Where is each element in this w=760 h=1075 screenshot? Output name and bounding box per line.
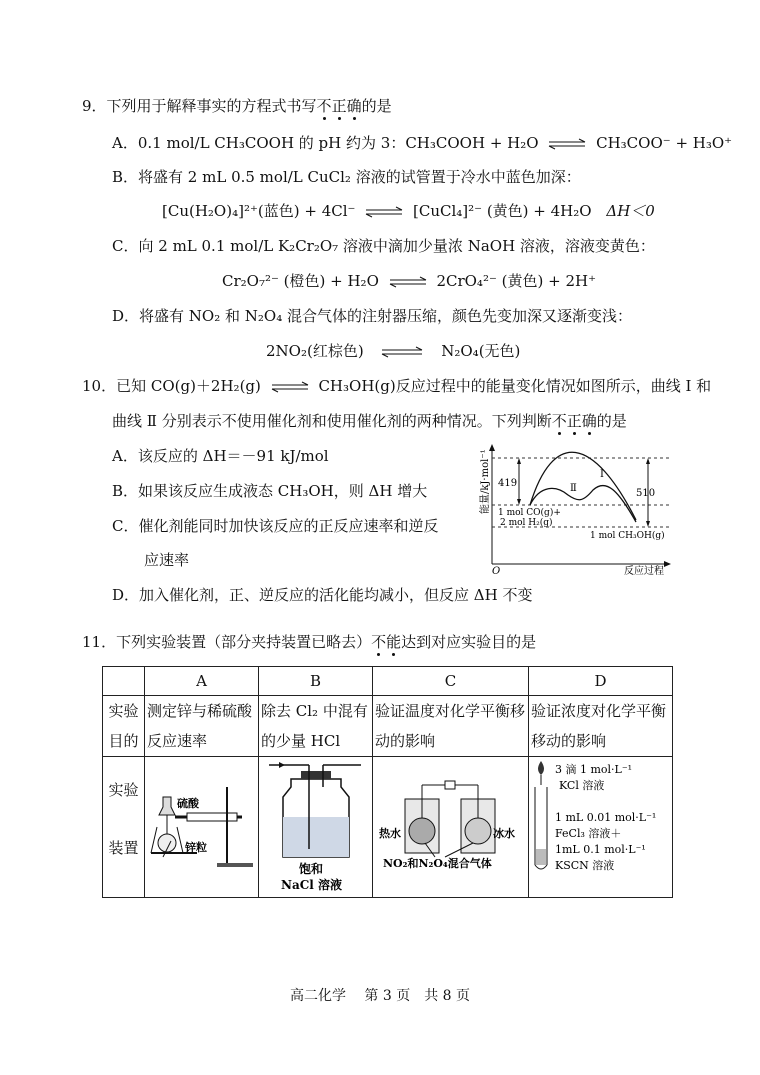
equilibrium-arrow-icon xyxy=(547,138,587,150)
reactant-label-1: 1 mol CO(g)+ xyxy=(498,508,561,518)
header-a: A xyxy=(145,667,259,696)
nacl-label: NaCl 溶液 xyxy=(281,878,343,892)
q10-option-d: D．加入催化剂，正、逆反应的活化能均减小，但反应 ΔH 不变 xyxy=(112,586,533,604)
purpose-a: 测定锌与稀硫酸 反应速率 xyxy=(145,696,259,757)
value-419: 419 xyxy=(498,478,518,489)
equilibrium-arrow-icon xyxy=(364,206,404,218)
no2-flask-apparatus-image xyxy=(375,757,525,895)
q9-option-d-equation: 2NO₂(红棕色) N₂O₄(无色) xyxy=(266,342,521,360)
header-b: B xyxy=(259,667,373,696)
q10-stem-line1: 10．已知 CO(g)＋2H₂(g) CH₃OH(g)反应过程中的能量变化情况如图所示，曲线 Ⅰ 和 xyxy=(82,377,712,395)
table-row-apparatus xyxy=(103,757,673,898)
equilibrium-arrow-icon xyxy=(388,276,428,288)
table-header-row xyxy=(103,667,673,696)
y-axis-label: 能量/kJ·mol⁻¹ xyxy=(480,449,491,514)
reactant-label-2: 2 mol H₂(g) xyxy=(500,518,553,528)
q11-stem: 11．下列实验装置（部分夹持装置已略去）不能达到对应实验目的是 xyxy=(82,633,537,651)
ice-water-label: 冰水 xyxy=(493,827,515,840)
acid-label: 硫酸 xyxy=(177,797,199,810)
saturated-label: 饱和 xyxy=(299,862,324,876)
x-axis-arrow-icon xyxy=(664,561,671,567)
kscn-conc-label: 1mL 0.1 mol·L⁻¹ xyxy=(555,843,646,856)
q9-option-d: D．将盛有 NO₂ 和 N₂O₄ 混合气体的注射器压缩，颜色先变加深又逐渐变浅： xyxy=(112,307,632,325)
purpose-d: 验证浓度对化学平衡 移动的影响 xyxy=(529,696,673,757)
header-c: C xyxy=(373,667,529,696)
value-510: 510 xyxy=(636,488,656,499)
page-footer: 高二化学 第 3 页 共 8 页 xyxy=(289,988,471,1004)
apparatus-d xyxy=(529,757,673,898)
hot-water-label: 热水 xyxy=(379,827,401,840)
kscn-label: KSCN 溶液 xyxy=(555,859,615,872)
q9-option-b: B．将盛有 2 mL 0.5 mol/L CuCl₂ 溶液的试管置于冷水中蓝色加深： xyxy=(112,168,581,186)
energy-diagram xyxy=(478,440,678,575)
q9-stem: 9．下列用于解释事实的方程式书写不正确的是 xyxy=(82,97,392,115)
q10-option-c-cont: 应速率 xyxy=(144,551,190,569)
header-blank xyxy=(103,667,145,696)
apparatus-b xyxy=(259,757,373,898)
q9-option-c-equation: Cr₂O₇²⁻ (橙色) + H₂O 2CrO₄²⁻ (黄色) + 2H⁺ xyxy=(222,272,596,290)
purpose-c: 验证温度对化学平衡移 动的影响 xyxy=(373,696,529,757)
q10-option-a: A．该反应的 ΔH＝－91 kJ/mol xyxy=(112,447,329,465)
kcl-conc-label: 3 滴 1 mol·L⁻¹ xyxy=(555,763,633,776)
row-label-purpose: 实验 目的 xyxy=(103,696,145,757)
product-label: 1 mol CH₃OH(g) xyxy=(590,531,665,541)
table-row-purpose xyxy=(103,696,673,757)
kcl-label: KCl 溶液 xyxy=(559,779,605,792)
apparatus-a xyxy=(145,757,259,898)
test-tube-apparatus-image xyxy=(531,757,671,895)
apparatus-c xyxy=(373,757,529,898)
q10-option-b: B．如果该反应生成液态 CH₃OH，则 ΔH 增大 xyxy=(112,482,428,500)
row-label-apparatus: 实验 装置 xyxy=(103,757,145,898)
curve-i-label: Ⅰ xyxy=(600,469,604,480)
zinc-label: 锌粒 xyxy=(185,841,207,854)
q10-stem-line2: 曲线 Ⅱ 分别表示不使用催化剂和使用催化剂的两种情况。下列判断不正确的是 xyxy=(112,412,627,430)
q9-option-a: A．0.1 mol/L CH₃COOH 的 pH 约为 3：CH₃COOH + H₂O CH₃COO⁻ + H₃O⁺ xyxy=(112,134,733,152)
q9-option-b-equation: [Cu(H₂O)₄]²⁺(蓝色) + 4Cl⁻ [CuCl₄]²⁻ (黄色) + 4H₂O ΔH＜0 xyxy=(162,202,655,220)
purpose-b: 除去 Cl₂ 中混有 的少量 HCl xyxy=(259,696,373,757)
gas-washing-bottle-image xyxy=(261,757,371,895)
header-d: D xyxy=(529,667,673,696)
origin-label: O xyxy=(492,566,501,575)
x-axis-label: 反应过程 xyxy=(624,566,664,575)
q9-option-c: C．向 2 mL 0.1 mol/L K₂Cr₂O₇ 溶液中滴加少量浓 NaOH 溶液，溶液变黄色： xyxy=(112,237,655,255)
curve-ii-label: Ⅱ xyxy=(570,483,577,494)
equilibrium-arrow-icon xyxy=(380,346,424,358)
q10-option-c: C．催化剂能同时加快该反应的正反应速率和逆反 xyxy=(112,517,439,535)
experiment-table xyxy=(102,666,673,898)
gas-mixture-label: NO₂和N₂O₄混合气体 xyxy=(383,857,492,870)
equilibrium-arrow-icon xyxy=(270,381,310,393)
fecl3-label: FeCl₃ 溶液＋ xyxy=(555,827,622,840)
zinc-acid-apparatus-image xyxy=(147,757,257,895)
fecl3-conc-label: 1 mL 0.01 mol·L⁻¹ xyxy=(555,811,657,824)
